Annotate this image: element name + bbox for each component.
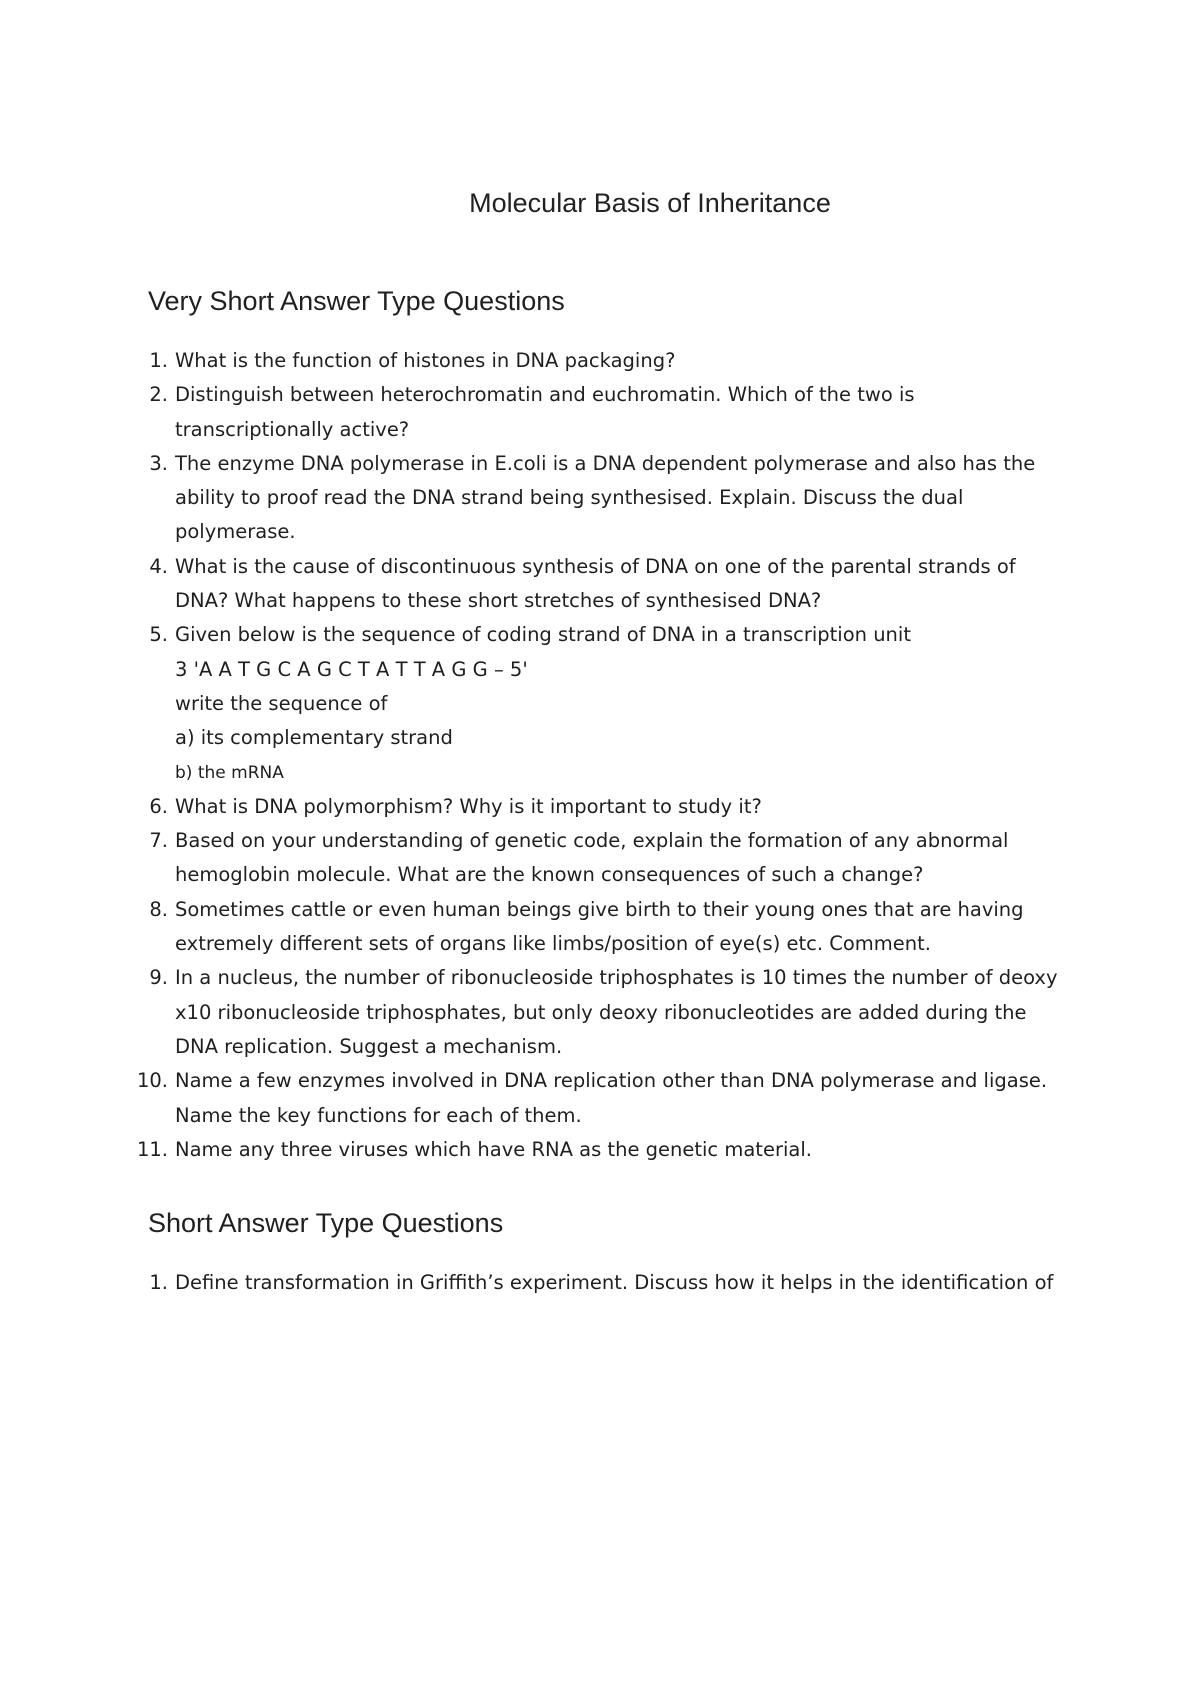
question-item [130, 961, 1070, 1064]
question-subtext: write the sequence of [175, 691, 388, 715]
very-short-question-list [130, 344, 1070, 1167]
question-text: Based on your understanding of genetic code, explain the formation of any abnormal [175, 829, 1009, 853]
question-item [130, 550, 1070, 619]
question-item [130, 824, 1070, 893]
question-number: 1. [149, 1271, 168, 1294]
question-item [130, 893, 1070, 962]
question-text: polymerase. [175, 520, 296, 544]
question-number: 6. [149, 794, 168, 818]
question-text: What is the cause of discontinuous synthesis of DNA on one of the parental strands of [175, 554, 1016, 578]
question-text: In a nucleus, the number of ribonucleoside triphosphates is 10 times the number of deoxy [175, 966, 1058, 990]
question-item [130, 344, 1070, 378]
question-number: 4. [149, 554, 168, 578]
question-subpart-b: b) the mRNA [175, 762, 284, 783]
question-text: Define transformation in Griffith’s experiment. Discuss how it helps in the identification of [175, 1271, 1054, 1294]
question-text: Name a few enzymes involved in DNA replication other than DNA polymerase and ligase. [175, 1069, 1048, 1093]
question-number: 11. [136, 1137, 168, 1161]
section-heading-very-short: Very Short Answer Type Questions [148, 286, 565, 316]
question-number: 7. [149, 829, 168, 853]
question-text: DNA? What happens to these short stretches of synthesised DNA? [175, 589, 822, 613]
question-number: 5. [149, 623, 168, 647]
question-item [130, 790, 1070, 824]
question-text: x10 ribonucleoside triphosphates, but only deoxy ribonucleotides are added during the [175, 1000, 1027, 1024]
question-item [130, 1064, 1070, 1133]
question-text: Name the key functions for each of them. [175, 1103, 582, 1127]
short-question-list [130, 1266, 1070, 1300]
question-text: What is DNA polymorphism? Why is it important to study it? [175, 794, 762, 818]
question-item [130, 378, 1070, 447]
question-text: Name any three viruses which have RNA as the genetic material. [175, 1137, 812, 1161]
question-item [130, 1133, 1070, 1167]
question-text: extremely different sets of organs like limbs/position of eye(s) etc. Comment. [175, 932, 931, 956]
question-text: hemoglobin molecule. What are the known consequences of such a change? [175, 863, 924, 887]
question-item [130, 618, 1070, 789]
document-title: Molecular Basis of Inheritance [469, 188, 831, 218]
question-number: 8. [149, 897, 168, 921]
question-subpart-a: a) its complementary strand [175, 726, 453, 750]
question-text: Given below is the sequence of coding strand of DNA in a transcription unit [175, 623, 911, 647]
dna-sequence: 3 'A A T G C A G C T A T T A G G – 5' [175, 657, 528, 681]
question-text: transcriptionally active? [175, 417, 410, 441]
question-text: Sometimes cattle or even human beings give birth to their young ones that are having [175, 897, 1024, 921]
section-heading-short: Short Answer Type Questions [148, 1208, 504, 1238]
question-number: 3. [149, 451, 168, 475]
question-item [130, 447, 1070, 550]
question-number: 10. [136, 1069, 168, 1093]
question-number: 2. [149, 383, 168, 407]
question-number: 9. [149, 966, 168, 990]
question-text: Distinguish between heterochromatin and euchromatin. Which of the two is [175, 383, 915, 407]
question-text: DNA replication. Suggest a mechanism. [175, 1034, 563, 1058]
question-number: 1. [149, 349, 168, 372]
question-text: The enzyme DNA polymerase in E.coli is a DNA dependent polymerase and also has the [175, 451, 1036, 475]
question-text: What is the function of histones in DNA packaging? [175, 349, 676, 372]
question-text: ability to proof read the DNA strand being synthesised. Explain. Discuss the dual [175, 486, 964, 510]
question-item [130, 1266, 1070, 1300]
